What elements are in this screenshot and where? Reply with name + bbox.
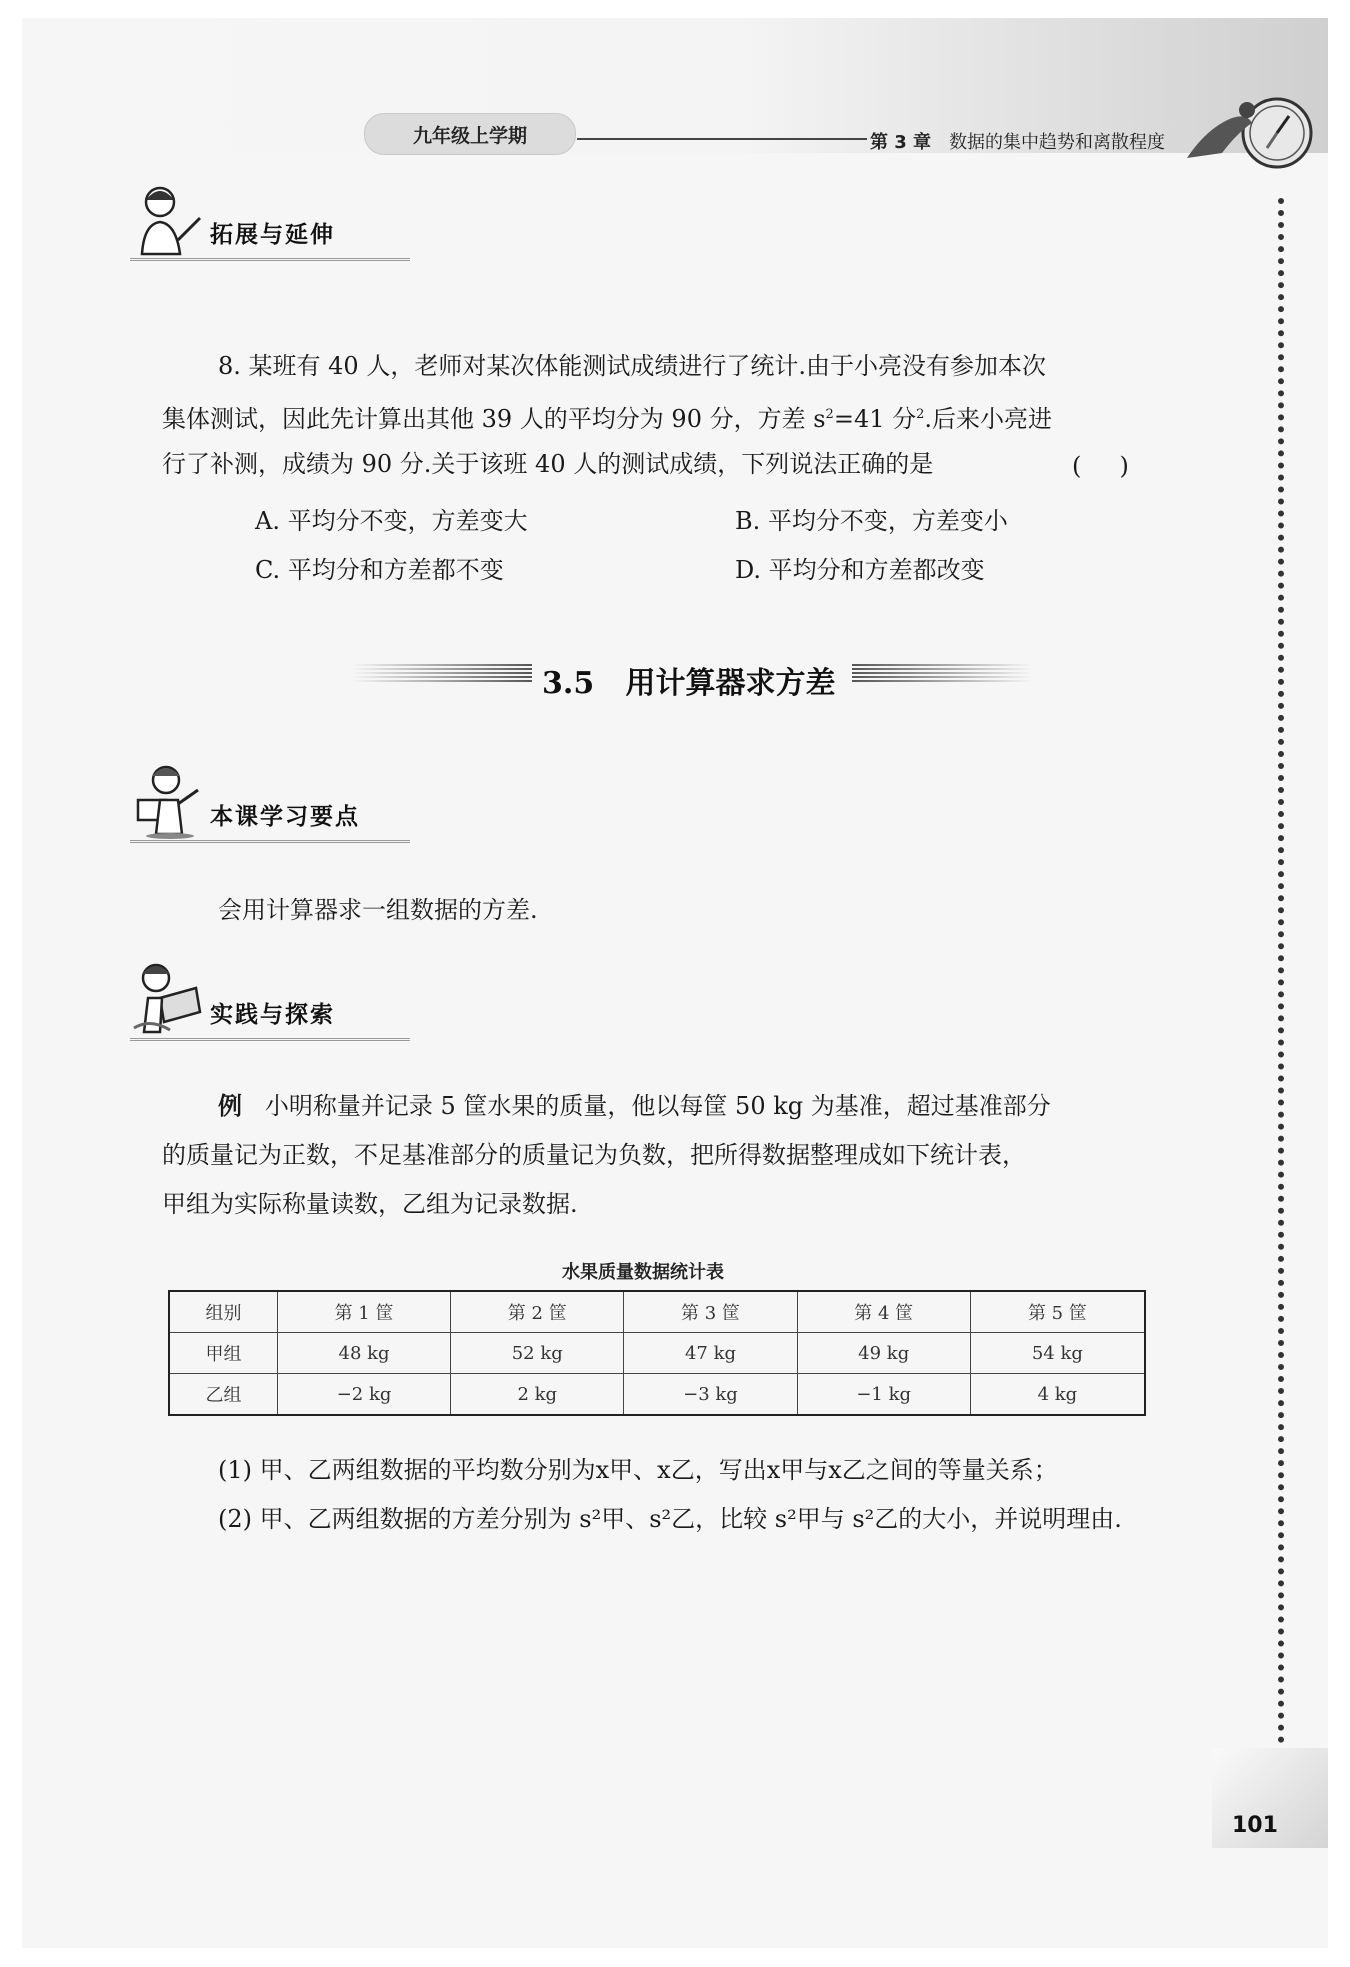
table-cell: 2 kg xyxy=(451,1374,624,1416)
table-cell: 52 kg xyxy=(451,1333,624,1374)
table-header-cell: 第 4 筐 xyxy=(797,1291,970,1333)
q8-answer-paren: ( ) xyxy=(1072,452,1129,480)
chapter-number: 第 3 章 xyxy=(870,132,932,153)
table-cell: 54 kg xyxy=(970,1333,1145,1374)
q8-sup-1: 2 xyxy=(825,407,834,422)
table-cell: −1 kg xyxy=(797,1374,970,1416)
grade-label: 九年级上学期 xyxy=(412,124,527,147)
student-with-book-icon xyxy=(130,958,202,1038)
table-cell: −3 kg xyxy=(624,1374,797,1416)
q8-option-c: C. 平均分和方差都不变 xyxy=(255,556,504,584)
example-line1 xyxy=(218,1091,1051,1120)
table-cell: 47 kg xyxy=(624,1333,797,1374)
header-rule xyxy=(577,138,867,140)
lesson-number: 3.5 xyxy=(542,666,595,701)
section-points-title: 本课学习要点 xyxy=(210,804,360,830)
table-header-cell: 第 1 筐 xyxy=(277,1291,450,1333)
section-practice-underline xyxy=(130,1038,410,1041)
section-points-underline xyxy=(130,840,410,843)
q8-line2-c: .后来小亮进 xyxy=(924,405,1053,433)
lesson-heading xyxy=(542,658,836,702)
q8-line1: 8. 某班有 40 人，老师对某次体能测试成绩进行了统计.由于小亮没有参加本次 xyxy=(218,352,1046,380)
page-number: 101 xyxy=(1232,1813,1278,1838)
table-cell: −2 kg xyxy=(277,1374,450,1416)
q8-line2-b: =41 分 xyxy=(833,405,917,433)
teacher-icon xyxy=(130,178,202,258)
lesson-banner xyxy=(322,658,1022,701)
table-row xyxy=(169,1333,1145,1374)
chapter-title: 数据的集中趋势和离散程度 xyxy=(949,132,1166,153)
page xyxy=(22,18,1328,1948)
q8-sup-2: 2 xyxy=(916,407,925,422)
question-2: (2) 甲、乙两组数据的方差分别为 s²甲、s²乙，比较 s²甲与 s²乙的大小，并说明理由. xyxy=(218,1505,1122,1533)
table-header-cell: 第 3 筐 xyxy=(624,1291,797,1333)
table-cell: 乙组 xyxy=(169,1374,277,1416)
student-reading-icon xyxy=(130,760,202,840)
section-extend-underline xyxy=(130,258,410,261)
table-caption: 水果质量数据统计表 xyxy=(562,1262,724,1283)
table-cell: 49 kg xyxy=(797,1333,970,1374)
q8-option-b: B. 平均分不变，方差变小 xyxy=(735,507,1008,535)
q8-line3: 行了补测，成绩为 90 分.关于该班 40 人的测试成绩，下列说法正确的是 xyxy=(162,450,934,478)
compass-runner-icon xyxy=(1177,88,1327,178)
banner-left-stripes xyxy=(352,664,532,682)
section-practice-title: 实践与探索 xyxy=(210,1002,335,1028)
banner-right-stripes xyxy=(852,664,1032,682)
chapter-heading xyxy=(870,128,1165,154)
section-extend-title: 拓展与延伸 xyxy=(210,222,335,248)
fruit-mass-table xyxy=(168,1290,1146,1416)
points-text: 会用计算器求一组数据的方差. xyxy=(218,896,538,924)
lesson-title: 用计算器求方差 xyxy=(625,666,836,701)
table-header-cell: 第 2 筐 xyxy=(451,1291,624,1333)
example-label: 例 xyxy=(218,1091,242,1120)
example-line3: 甲组为实际称量读数，乙组为记录数据. xyxy=(162,1190,578,1218)
table-header-cell: 组别 xyxy=(169,1291,277,1333)
example-line2: 的质量记为正数，不足基准部分的质量记为负数，把所得数据整理成如下统计表， xyxy=(162,1141,1026,1169)
margin-dots xyxy=(1278,198,1284,1768)
table-header-cell: 第 5 筐 xyxy=(970,1291,1145,1333)
table-cell: 48 kg xyxy=(277,1333,450,1374)
q8-line2-a: 集体测试，因此先计算出其他 39 人的平均分为 90 分，方差 s xyxy=(162,405,826,433)
table-row xyxy=(169,1374,1145,1416)
table-cell: 甲组 xyxy=(169,1333,277,1374)
q8-option-a: A. 平均分不变，方差变大 xyxy=(255,507,528,535)
table-header-row xyxy=(169,1291,1145,1333)
question-1: (1) 甲、乙两组数据的平均数分别为x甲、x乙，写出x甲与x乙之间的等量关系； xyxy=(218,1456,1058,1484)
table-cell: 4 kg xyxy=(970,1374,1145,1416)
example-line1-text: 小明称量并记录 5 筐水果的质量，他以每筐 50 kg 为基准，超过基准部分 xyxy=(264,1092,1051,1120)
q8-option-d: D. 平均分和方差都改变 xyxy=(735,556,985,584)
grade-badge xyxy=(364,113,576,155)
q8-line2 xyxy=(162,403,1052,431)
